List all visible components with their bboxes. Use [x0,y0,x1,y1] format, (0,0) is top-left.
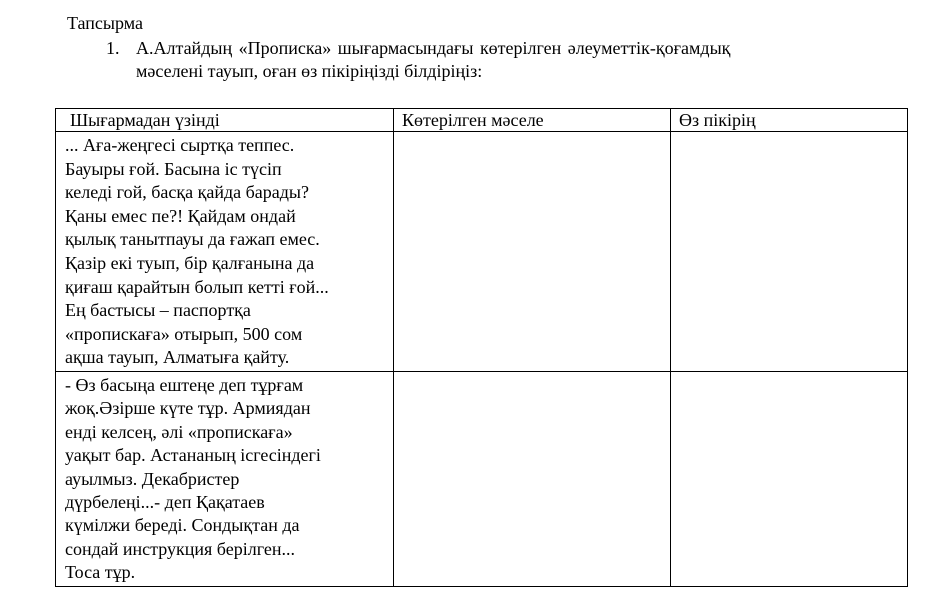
opinion-cell [671,132,908,372]
problem-cell [394,132,671,372]
excerpt-line: күмілжи береді. Сондықтан да [65,515,300,536]
excerpt-line: қиғаш қарайтын болып кетті ғой... [65,276,329,297]
header-raised-problem: Көтерілген мәселе [394,109,671,132]
assignment-table [55,108,908,587]
excerpt-line: ауылмыз. Декабристер [65,468,240,489]
excerpt-line: сондай инструкция берілген... [65,538,295,559]
excerpt-line: - Өз басыңа ештеңе деп тұрғам [65,374,304,395]
excerpt-line: дүрбелеңі...- деп Қақатаев [65,491,265,512]
task-text-line-1: А.Алтайдың «Прописка» шығармасындағы көтерілген әлеуметтік-қоғамдық [136,38,731,58]
excerpt-line: Тоса тұр. [65,562,136,583]
excerpt-line: Қаны емес пе?! Қайдам ондай [65,205,296,226]
excerpt-line: Қазір екі туып, бір қалғанына да [65,252,315,273]
excerpt-line: қылық танытпауы да ғажап емес. [65,229,320,250]
problem-cell [394,371,671,586]
excerpt-cell [56,132,394,372]
excerpt-line: келеді гой, басқа қайда барады? [65,182,310,203]
excerpt-line: уақыт бар. Астананың ісгесіндегі [65,445,321,466]
task-text-line-2: мәселені тауып, оған өз пікіріңізді білдіріңіз: [136,61,483,81]
excerpt-line: ... Аға-жеңгесі сыртқа теппес. [65,135,295,155]
excerpt-line: «пропискаға» отырып, 500 сом [65,323,303,344]
excerpt-line: енді келсең, әлі «пропискаға» [65,421,293,442]
task-number: 1. [106,38,120,58]
excerpt-line: Ең бастысы – паспортқа [65,300,251,321]
table-header-row [56,109,908,132]
header-excerpt: Шығармадан үзінді [56,109,394,132]
header-own-opinion: Өз пікірің [671,109,908,132]
excerpt-line: Бауыры ғой. Басына іс түсіп [65,158,282,179]
opinion-cell [671,371,908,586]
assignment-heading: Тапсырма [67,13,143,33]
excerpt-cell [56,371,394,586]
excerpt-line: жоқ.Әзірше күте тұр. Армиядан [65,398,311,419]
table-row [56,371,908,586]
excerpt-line: ақша тауып, Алматыға қайту. [65,347,290,368]
table-row [56,132,908,372]
